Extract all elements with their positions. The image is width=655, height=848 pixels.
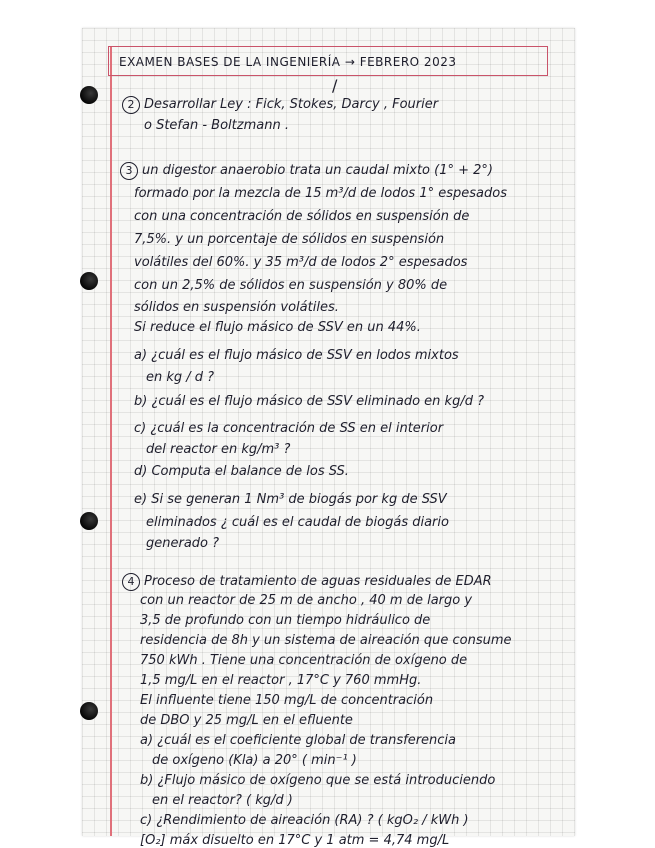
notebook-page [82, 28, 575, 836]
q4-line: de DBO y 25 mg/L en el efluente [140, 713, 353, 728]
q4-line: 4 Proceso de tratamiento de aguas residuales de EDAR [122, 573, 492, 591]
q3-number: 3 [120, 162, 138, 180]
q3-line: b) ¿cuál es el flujo másico de SSV eliminado en kg/d ? [134, 394, 484, 409]
q3-line: 7,5%. y un porcentaje de sólidos en suspensión [134, 232, 445, 247]
q3-line: e) Si se generan 1 Nm³ de biogás por kg de SSV [134, 492, 447, 507]
q3-line: generado ? [146, 536, 220, 551]
q3-line: del reactor en kg/m³ ? [146, 442, 291, 457]
q3-line: d) Computa el balance de los SS. [134, 464, 349, 479]
q3-line: en kg / d ? [146, 370, 215, 385]
q4-line: residencia de 8h y un sistema de aireación que consume [140, 633, 512, 648]
q4-line: en el reactor? ( kg/d ) [152, 793, 293, 808]
q4-line: c) ¿Rendimiento de aireación (RA) ? ( kgO₂ / kWh ) [140, 813, 469, 828]
q3-line: c) ¿cuál es la concentración de SS en el interior [134, 421, 444, 436]
q4-line: El influente tiene 150 mg/L de concentración [140, 693, 434, 708]
q3-line: eliminados ¿ cuál es el caudal de biogás diario [146, 515, 449, 530]
q3-line: Si reduce el flujo másico de SSV en un 44%. [134, 320, 421, 335]
q2-line: o Stefan - Boltzmann . [144, 118, 289, 133]
q4-line: 750 kWh . Tiene una concentración de oxígeno de [140, 653, 468, 668]
q3-line: volátiles del 60%. y 35 m³/d de lodos 2° espesados [134, 255, 468, 270]
margin-line [110, 46, 112, 836]
q2-line: 2 Desarrollar Ley : Fick, Stokes, Darcy , Fourier [122, 96, 438, 114]
q4-line: de oxígeno (Kla) a 20° ( min⁻¹ ) [152, 753, 357, 768]
binder-hole [80, 512, 98, 530]
exam-title: EXAMEN BASES DE LA INGENIERÍA → FEBRERO 2023 [108, 46, 548, 76]
q3-line: sólidos en suspensión volátiles. [134, 300, 339, 315]
q3-line: 3 un digestor anaerobio trata un caudal mixto (1° + 2°) [120, 162, 493, 180]
binder-hole [80, 272, 98, 290]
q4-line: 1,5 mg/L en el reactor , 17°C y 760 mmHg. [140, 673, 422, 688]
q4-line: [O₂] máx disuelto en 17°C y 1 atm = 4,74 mg/L [140, 833, 450, 848]
q4-line: a) ¿cuál es el coeficiente global de transferencia [140, 733, 456, 748]
q4-line: 3,5 de profundo con un tiempo hidráulico de [140, 613, 431, 628]
q2-number: 2 [122, 96, 140, 114]
q4-line: con un reactor de 25 m de ancho , 40 m de largo y [140, 593, 473, 608]
binder-hole [80, 702, 98, 720]
tick-mark: / [332, 76, 338, 95]
q3-line: a) ¿cuál es el flujo másico de SSV en lodos mixtos [134, 348, 459, 363]
q4-line: b) ¿Flujo másico de oxígeno que se está introduciendo [140, 773, 496, 788]
q4-number: 4 [122, 573, 140, 591]
q3-line: con un 2,5% de sólidos en suspensión y 80% de [134, 278, 448, 293]
binder-hole [80, 86, 98, 104]
q3-line: con una concentración de sólidos en suspensión de [134, 209, 470, 224]
q3-line: formado por la mezcla de 15 m³/d de lodos 1° espesados [134, 186, 507, 201]
